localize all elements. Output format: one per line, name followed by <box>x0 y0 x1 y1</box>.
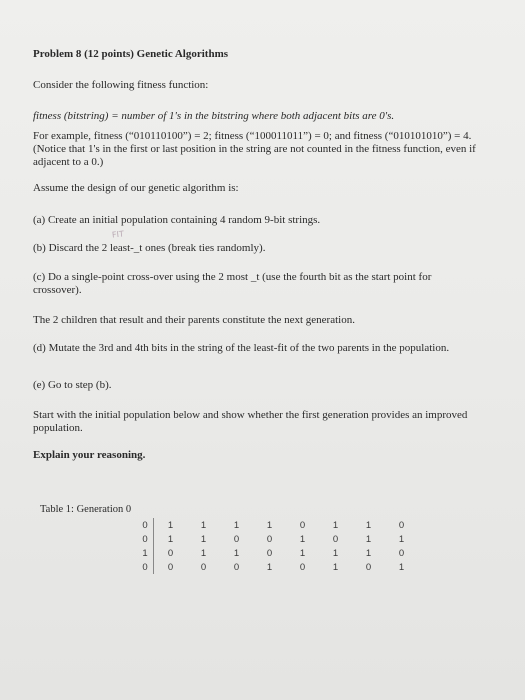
table-row <box>137 560 418 574</box>
table-cell: 0 <box>233 561 240 573</box>
step-a: (a) Create an initial population containing 4 random 9-bit strings. <box>33 214 321 226</box>
table-cell: 0 <box>299 561 306 573</box>
assume-text: Assume the design of our genetic algorithm is: <box>33 182 239 194</box>
table-cell: 0 <box>266 533 273 545</box>
table-cell: 0 <box>137 518 154 532</box>
table-cell: 1 <box>266 519 273 531</box>
table-row <box>137 532 418 546</box>
explain-text: Explain your reasoning. <box>33 449 146 461</box>
table-cell: 1 <box>299 533 306 545</box>
table-cell: 1 <box>299 547 306 559</box>
table-cell: 0 <box>167 561 174 573</box>
table-cell: 1 <box>167 533 174 545</box>
step-c: (c) Do a single-point cross-over using the 2 most _t (use the fourth bit as the start point for crossover). <box>33 271 432 296</box>
table-cell: 1 <box>332 561 339 573</box>
table-cell: 1 <box>332 519 339 531</box>
table-cell: 0 <box>137 560 154 574</box>
table-row <box>137 546 418 560</box>
example-paragraph: For example, fitness (“010110100”) = 2; fitness (“100011011”) = 0; and fitness (“010101010”) = 4. (Notice that 1's in the first or last position in the string are not counted in the fitness function, even if adjacent to a 0.) <box>33 130 476 168</box>
table-cell: 0 <box>200 561 207 573</box>
table-cell: 0 <box>332 533 339 545</box>
table-cell: 1 <box>233 519 240 531</box>
table-cell: 1 <box>398 561 405 573</box>
generation-note: The 2 children that result and their parents constitute the next generation. <box>33 314 355 326</box>
handwritten-annotation: FIT <box>111 229 125 240</box>
generation-table <box>137 518 418 574</box>
table-cell: 1 <box>398 533 405 545</box>
table-cell: 0 <box>233 533 240 545</box>
table-cell: 1 <box>233 547 240 559</box>
table-cell: 0 <box>299 519 306 531</box>
intro-text: Consider the following fitness function: <box>33 79 209 91</box>
table-cell: 0 <box>398 547 405 559</box>
fitness-definition: fitness (bitstring) = number of 1's in the bitstring where both adjacent bits are 0's. <box>33 110 395 122</box>
table-cell: 1 <box>137 546 154 560</box>
table-cell: 1 <box>200 533 207 545</box>
question-text: Start with the initial population below and show whether the first generation provides an improved population. <box>33 409 468 434</box>
table-cell: 1 <box>365 547 372 559</box>
table-cell: 0 <box>167 547 174 559</box>
table-row <box>137 518 418 532</box>
table-caption: Table 1: Generation 0 <box>40 504 132 515</box>
table-cell: 1 <box>200 547 207 559</box>
table-cell: 1 <box>200 519 207 531</box>
table-cell: 0 <box>266 547 273 559</box>
table-cell: 0 <box>137 532 154 546</box>
step-d: (d) Mutate the 3rd and 4th bits in the string of the least-fit of the two parents in the population. <box>33 342 450 354</box>
table-cell: 1 <box>365 533 372 545</box>
table-cell: 0 <box>398 519 405 531</box>
table-cell: 1 <box>266 561 273 573</box>
step-b: (b) Discard the 2 least-_t ones (break ties randomly). <box>33 242 266 254</box>
problem-title: Problem 8 (12 points) Genetic Algorithms <box>33 48 229 60</box>
table-cell: 1 <box>332 547 339 559</box>
table-cell: 0 <box>365 561 372 573</box>
table-cell: 1 <box>365 519 372 531</box>
step-e: (e) Go to step (b). <box>33 379 112 391</box>
table-cell: 1 <box>167 519 174 531</box>
